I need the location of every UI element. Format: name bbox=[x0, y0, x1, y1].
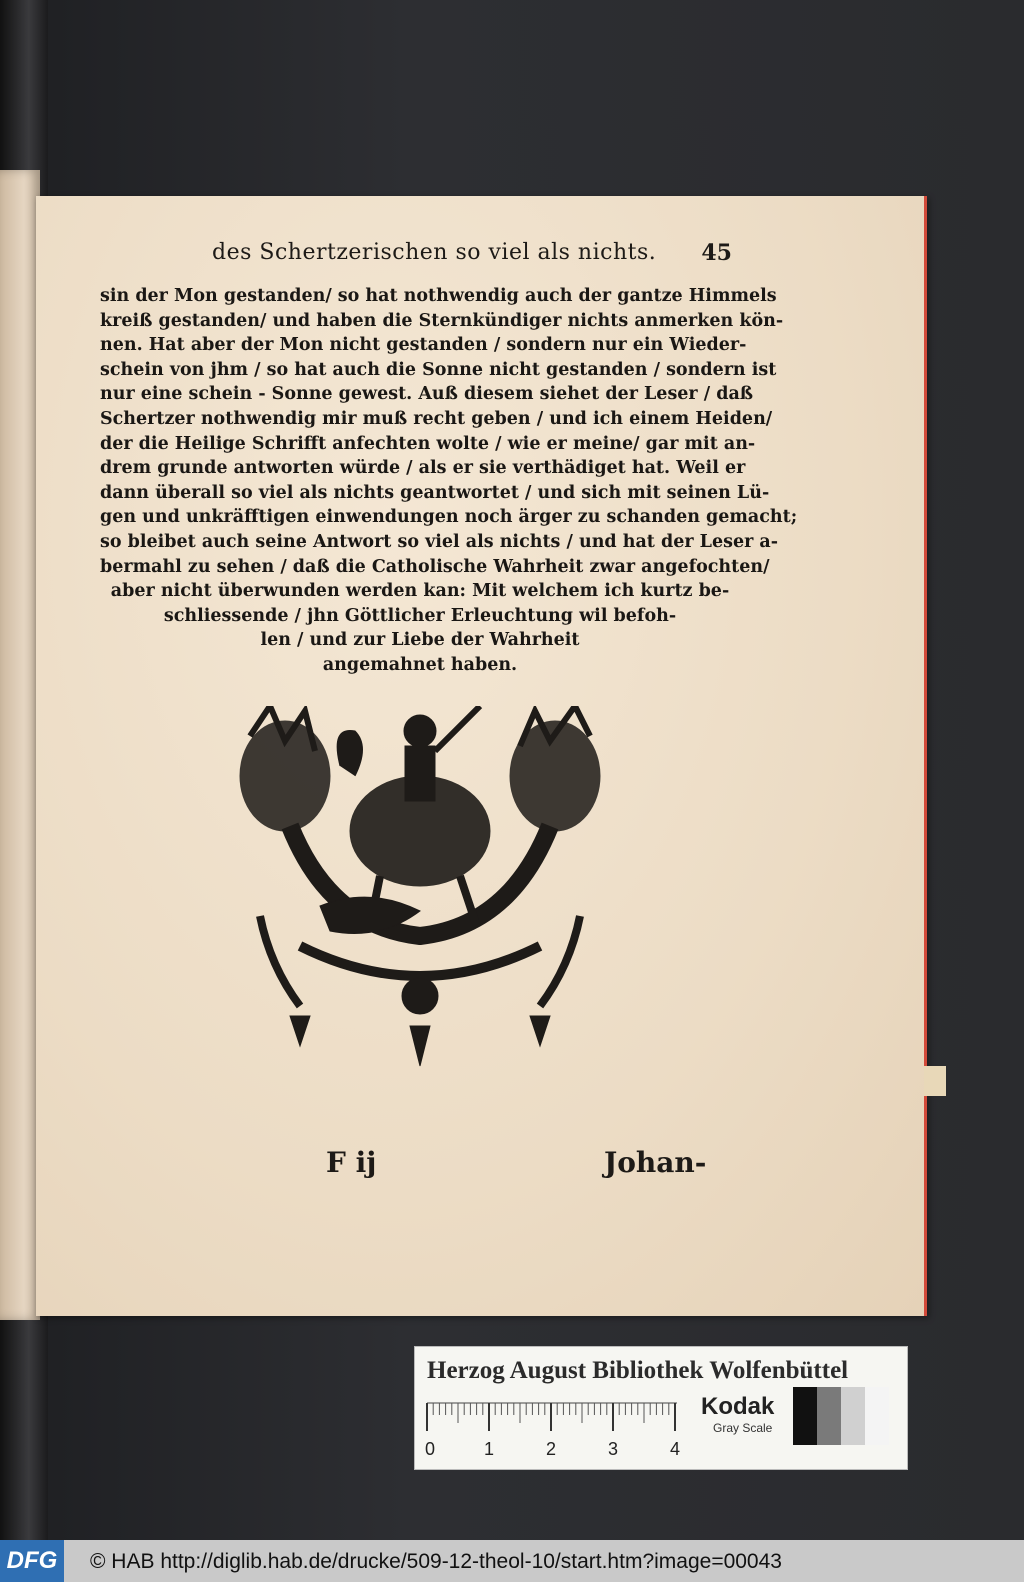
body-text bbox=[100, 284, 798, 678]
text-line-tail: angemahnet haben. bbox=[322, 654, 518, 675]
text-line: nur eine schein - Sonne gewest. Auß diesem siehet der Leser / daß bbox=[100, 384, 754, 405]
measurement-ruler bbox=[425, 1391, 689, 1461]
text-line: so bleibet auch seine Antwort so viel als nichts / und hat der Leser a- bbox=[100, 531, 779, 552]
ruler-label: 1 bbox=[484, 1439, 495, 1459]
page-tab-marker bbox=[924, 1066, 946, 1096]
text-line-tail: schliessende / jhn Göttlicher Erleuchtung wil befoh- bbox=[163, 605, 677, 626]
text-line: dann überall so viel als nichts geantwortet / und sich mit seinen Lü- bbox=[100, 482, 770, 503]
text-line: nen. Hat aber der Mon nicht gestanden / sondern nur ein Wieder- bbox=[100, 335, 747, 356]
text-line: kreiß gestanden/ und haben die Sternkündiger nichts anmerken kön- bbox=[100, 310, 784, 331]
gray-patch bbox=[841, 1387, 865, 1445]
text-line: gen und unkräfftigen einwendungen noch ärger zu schanden gemacht; bbox=[100, 507, 798, 528]
book-page bbox=[36, 196, 927, 1316]
gray-scale-patches bbox=[793, 1387, 889, 1445]
text-line: bermahl zu sehen / daß die Catholische Wahrheit zwar angefochten/ bbox=[100, 556, 770, 577]
signature-mark: F ij bbox=[326, 1146, 377, 1179]
text-line: der die Heilige Schrifft anfechten wolte / wie er meine/ gar mit an- bbox=[100, 433, 756, 454]
ruler-label: 2 bbox=[546, 1439, 557, 1459]
ruler-label: 4 bbox=[670, 1439, 681, 1459]
kodak-subtitle: Gray Scale bbox=[713, 1421, 773, 1435]
text-line-tail: len / und zur Liebe der Wahrheit bbox=[260, 630, 580, 651]
woodcut-emblem bbox=[230, 706, 610, 1076]
running-head: des Schertzerischen so viel als nichts. bbox=[212, 240, 657, 265]
page-number: 45 bbox=[701, 240, 732, 266]
gray-patch bbox=[793, 1387, 817, 1445]
copyright-url[interactable]: © HAB http://diglib.hab.de/drucke/509-12-theol-10/start.htm?image=00043 bbox=[90, 1550, 782, 1573]
dfg-logo: DFG bbox=[0, 1540, 64, 1582]
catchword: Johan- bbox=[604, 1146, 707, 1179]
library-name: Herzog August Bibliothek Wolfenbüttel bbox=[427, 1357, 849, 1384]
ruler-label: 3 bbox=[608, 1439, 619, 1459]
kodak-logo: Kodak bbox=[701, 1393, 775, 1420]
text-line-tail: aber nicht überwunden werden kan: Mit welchem ich kurtz be- bbox=[110, 581, 730, 602]
page-header bbox=[172, 240, 732, 274]
gray-patch bbox=[817, 1387, 841, 1445]
ruler-label: 0 bbox=[425, 1439, 436, 1459]
text-line: sin der Mon gestanden/ so hat nothwendig auch der gantze Himmels bbox=[100, 286, 777, 306]
text-line: drem grunde antworten würde / als er sie verthädiget hat. Weil er bbox=[100, 458, 746, 479]
text-line: Schertzer nothwendig mir muß recht geben / und ich einem Heiden/ bbox=[100, 408, 773, 429]
text-line: schein von jhm / so hat auch die Sonne nicht gestanden / sondern ist bbox=[100, 359, 777, 380]
gray-patch bbox=[865, 1387, 889, 1445]
color-scale-card bbox=[414, 1346, 908, 1470]
left-page-edge bbox=[0, 170, 40, 1320]
